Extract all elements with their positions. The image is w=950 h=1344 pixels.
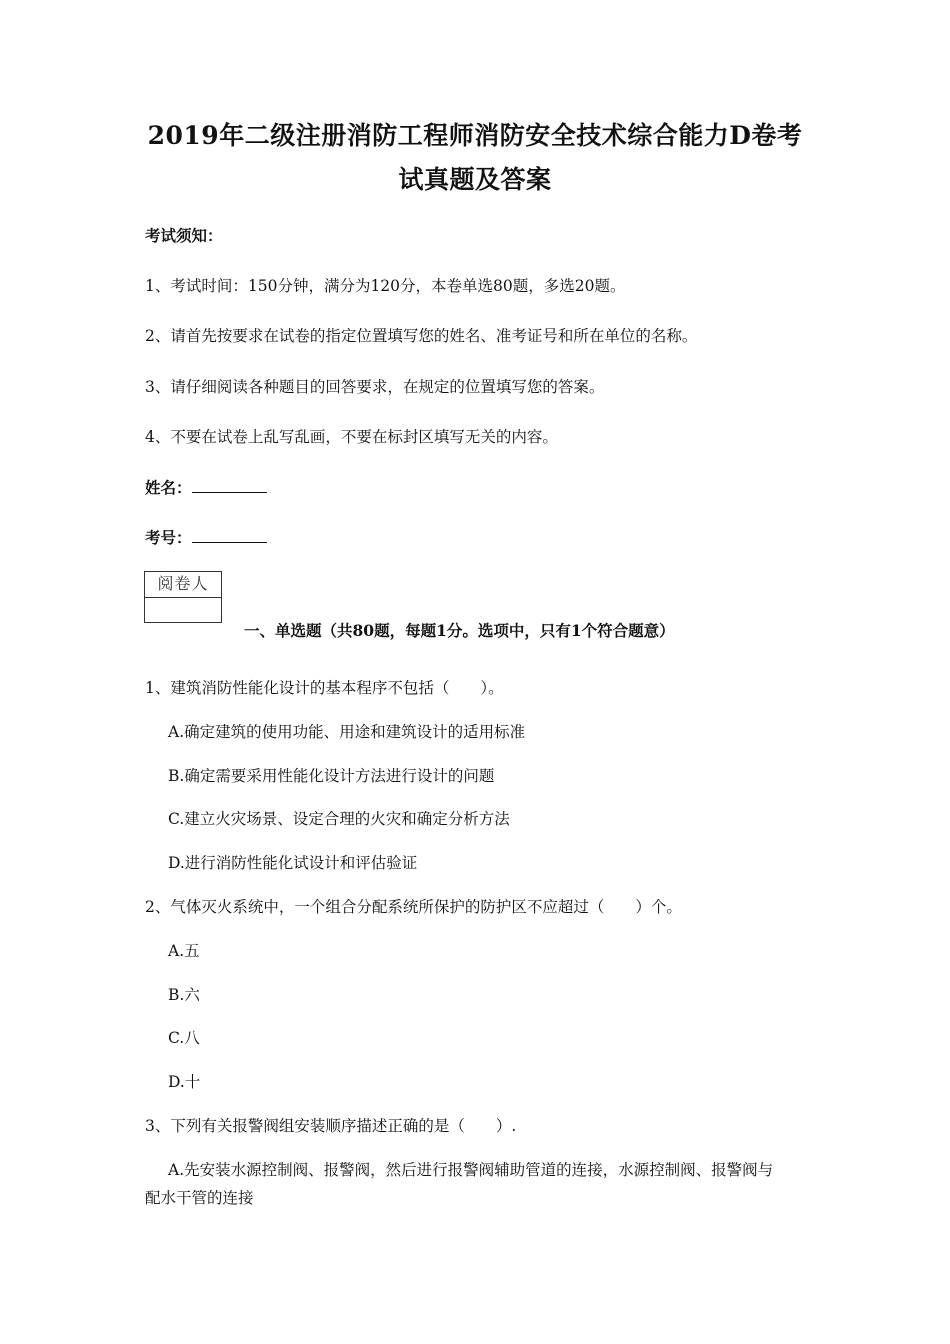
question-stem: 3、下列有关报警阀组安装顺序描述正确的是（ ）. — [145, 1117, 517, 1135]
notice-item: 4、不要在试卷上乱写乱画，不要在标封区填写无关的内容。 — [145, 428, 558, 446]
notice-item: 2、请首先按要求在试卷的指定位置填写您的姓名、准考证号和所在单位的名称。 — [145, 327, 698, 345]
page-title-continued: 试真题及答案 — [398, 165, 552, 194]
grader-label: 阅卷人 — [145, 572, 221, 598]
question-option: B.六 — [168, 986, 200, 1004]
question-option: C.建立火灾场景、设定合理的火灾和确定分析方法 — [168, 810, 510, 828]
notice-heading: 考试须知： — [145, 226, 223, 245]
question-option-continued: 配水干管的连接 — [145, 1189, 254, 1207]
name-blank[interactable] — [192, 478, 267, 493]
page-title: 2019年二级注册消防工程师消防安全技术综合能力D卷考 — [147, 121, 803, 150]
question-option: A.先安装水源控制阀、报警阀，然后进行报警阀辅助管道的连接，水源控制阀、报警阀与 — [168, 1161, 774, 1179]
question-option: B.确定需要采用性能化设计方法进行设计的问题 — [168, 767, 495, 785]
id-field[interactable] — [145, 526, 267, 548]
question-stem: 1、建筑消防性能化设计的基本程序不包括（ ）。 — [145, 679, 504, 697]
question-option: A.五 — [168, 942, 200, 960]
notice-item: 3、请仔细阅读各种题目的回答要求，在规定的位置填写您的答案。 — [145, 378, 605, 396]
name-label: 姓名： — [145, 478, 192, 497]
question-option: D.十 — [168, 1073, 201, 1091]
notice-item: 1、考试时间：150分钟，满分为120分，本卷单选80题，多选20题。 — [145, 277, 626, 295]
id-label: 考号： — [145, 528, 192, 547]
id-blank[interactable] — [192, 528, 267, 543]
name-field[interactable] — [145, 476, 267, 498]
question-option: D.进行消防性能化试设计和评估验证 — [168, 854, 418, 872]
question-option: C.八 — [168, 1029, 200, 1047]
question-option: A.确定建筑的使用功能、用途和建筑设计的适用标准 — [168, 723, 526, 741]
section-title: 一、单选题（共80题，每题1分。选项中，只有1个符合题意） — [244, 621, 675, 640]
grader-signature-cell[interactable] — [145, 598, 221, 622]
question-stem: 2、气体灭火系统中，一个组合分配系统所保护的防护区不应超过（ ）个。 — [145, 898, 682, 916]
grader-box — [144, 571, 222, 623]
